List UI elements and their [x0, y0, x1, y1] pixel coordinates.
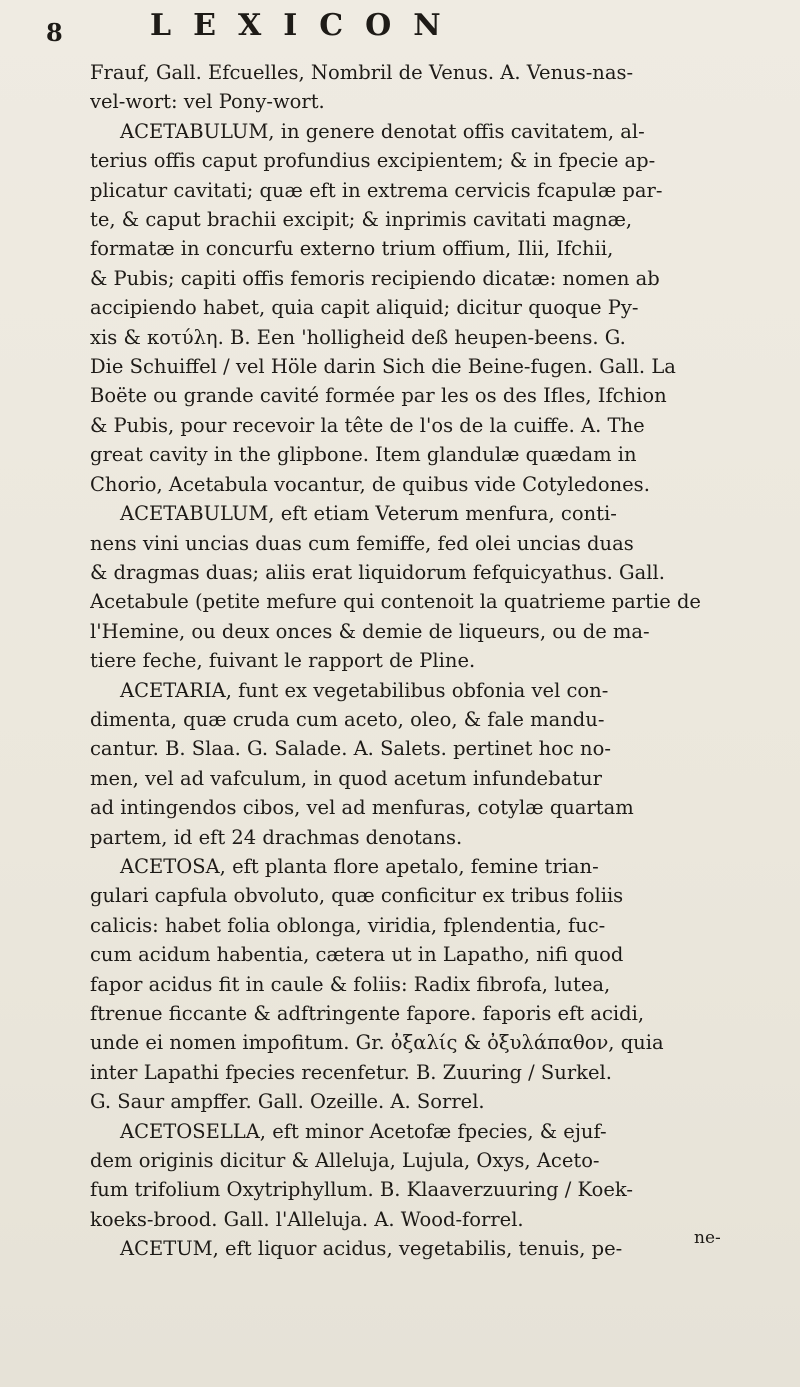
text-line: calicis: habet folia oblonga, viridia, fplendentia, fuc- — [90, 913, 606, 937]
text-line: dem originis dicitur & Alleluja, Lujula, Oxys, Aceto- — [90, 1149, 600, 1173]
text-line: Boëte ou grande cavité formée par les os des Ifles, Ifchion — [90, 384, 667, 408]
entry-headword-line: ACETABULUM, in genere denotat offis cavitatem, al- — [120, 119, 645, 143]
text-line: Chorio, Acetabula vocantur, de quibus vide Cotyledones. — [90, 472, 650, 496]
text-line: unde ei nomen impofitum. Gr. ὀξαλίς & ὀξυλάπαθον, quia — [90, 1031, 664, 1055]
entry-headword-line: ACETOSA, eft planta flore apetalo, femine trian- — [120, 854, 599, 878]
text-line: xis & κοτύλη. B. Een 'holligheid deß heupen-beens. G. — [90, 325, 626, 349]
page-number: 8 — [46, 18, 63, 47]
text-line: Die Schuiffel / vel Höle darin Sich die Beine-fugen. Gall. La — [90, 355, 676, 379]
text-line: vel-wort: vel Pony-wort. — [90, 90, 325, 114]
text-line: accipiendo habet, quia capit aliquid; dicitur quoque Py- — [90, 296, 639, 320]
text-line: fapor acidus fit in caule & foliis: Radix fibrofa, lutea, — [90, 972, 611, 996]
text-line: great cavity in the glipbone. Item glandulæ quædam in — [90, 443, 637, 467]
text-line: plicatur cavitati; quæ eft in extrema cervicis fcapulæ par- — [90, 178, 663, 202]
text-line: & Pubis; capiti offis femoris recipiendo dicatæ: nomen ab — [90, 266, 660, 290]
entry-headword-line: ACETOSELLA, eft minor Acetofæ fpecies, & ejuf- — [120, 1119, 607, 1143]
text-line: cantur. B. Slaa. G. Salade. A. Salets. pertinet hoc no- — [90, 737, 611, 761]
text-line: & dragmas duas; aliis erat liquidorum fefquicyathus. Gall. — [90, 560, 665, 584]
text-line: tiere feche, fuivant le rapport de Pline. — [90, 649, 476, 673]
text-line: ad intingendos cibos, vel ad menfuras, cotylæ quartam — [90, 796, 634, 820]
text-line: G. Saur ampffer. Gall. Ozeille. A. Sorrel. — [90, 1090, 485, 1114]
entry-headword-line: ACETUM, eft liquor acidus, vegetabilis, tenuis, pe- — [120, 1237, 623, 1261]
text-line: partem, id eft 24 drachmas denotans. — [90, 825, 463, 849]
text-line: dimenta, quæ cruda cum aceto, oleo, & fale mandu- — [90, 707, 605, 731]
text-line: ftrenue ficcante & adftringente fapore. faporis eft acidi, — [90, 1002, 645, 1025]
text-line: l'Hemine, ou deux onces & demie de liqueurs, ou de ma- — [90, 619, 650, 643]
text-line: koeks-brood. Gall. l'Alleluja. A. Wood-forrel. — [90, 1207, 524, 1231]
text-line: cum acidum habentia, cætera ut in Lapatho, nifi quod — [90, 943, 624, 967]
text-line: Acetabule (petite mefure qui contenoit la quatrieme partie de — [90, 590, 701, 614]
text-line: nens vini uncias duas cum femiffe, fed olei uncias duas — [90, 531, 634, 555]
entry-headword-line: ACETABULUM, eft etiam Veterum menfura, conti- — [120, 502, 617, 526]
text-line: terius offis caput profundius excipientem; & in fpecie ap- — [90, 149, 656, 173]
text-line: & Pubis, pour recevoir la tête de l'os de la cuiffe. A. The — [90, 413, 645, 437]
entry-text — [90, 58, 742, 1264]
text-line: fum trifolium Oxytriphyllum. B. Klaaverzuuring / Koek- — [90, 1178, 633, 1202]
text-line: inter Lapathi fpecies recenfetur. B. Zuuring / Surkel. — [90, 1060, 612, 1084]
text-line: formatæ in concurfu externo trium offium, Ilii, Ifchii, — [90, 237, 614, 261]
text-line: Frauf, Gall. Efcuelles, Nombril de Venus. A. Venus-nas- — [90, 61, 634, 84]
text-line: gulari capfula obvoluto, quæ conficitur ex tribus foliis — [90, 884, 624, 908]
text-line: te, & caput brachii excipit; & inprimis cavitati magnæ, — [90, 208, 633, 232]
running-title: LEXICON — [150, 8, 463, 43]
text-line: men, vel ad vafculum, in quod acetum infundebatur — [90, 766, 602, 790]
catchword: ne- — [694, 1228, 721, 1248]
entry-headword-line: ACETARIA, funt ex vegetabilibus obfonia vel con- — [120, 678, 609, 702]
